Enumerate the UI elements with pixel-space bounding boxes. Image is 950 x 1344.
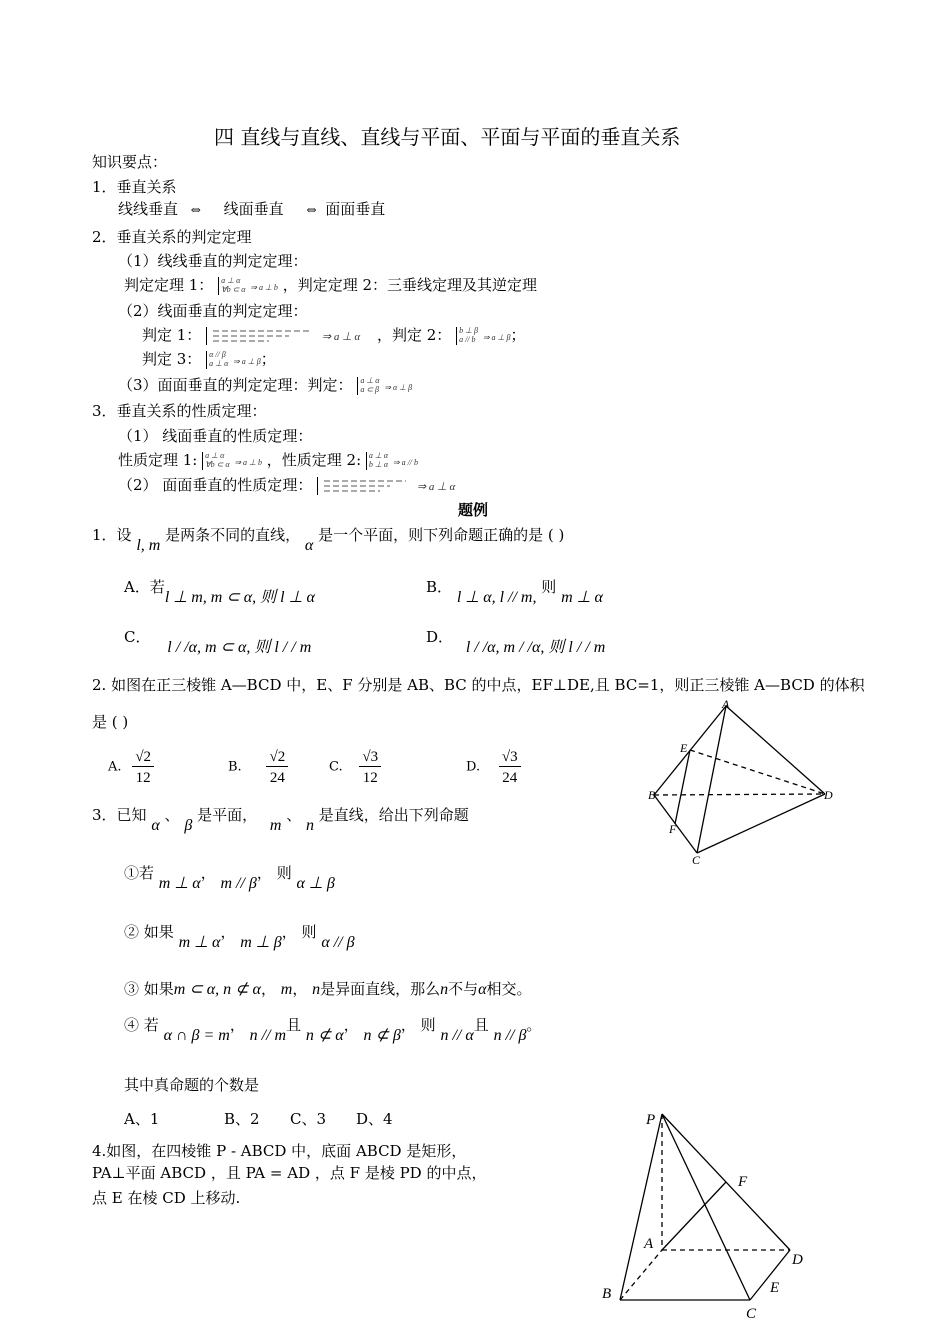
punctuation: ， <box>220 923 236 941</box>
math-expression: n // α <box>440 1027 474 1044</box>
numerator: √2 <box>266 748 288 767</box>
subsection-1: 1．垂直关系 <box>92 178 177 196</box>
edge-ac <box>697 706 726 853</box>
point-label-f: F <box>669 822 677 836</box>
equiv-arrow: ⇔ <box>306 203 317 217</box>
proposition-label: ② 如果 <box>124 923 174 941</box>
condition: a ⊥ α <box>360 376 380 386</box>
point-label-b: B <box>602 1286 612 1302</box>
q3-options <box>124 1110 393 1128</box>
math-expression: α <box>478 981 487 998</box>
punctuation: ， <box>200 864 216 882</box>
examples-heading: 题例 <box>458 501 489 519</box>
condition: ∀b ⊂ α <box>221 285 246 294</box>
point-label-c: C <box>692 853 701 867</box>
blurred-formula-image <box>320 477 410 495</box>
option-label: B． <box>426 578 453 596</box>
punctuation: ； <box>510 326 526 344</box>
denominator: 24 <box>269 770 285 786</box>
edge-bd-hidden <box>654 794 825 795</box>
subsection-2-2: （2）线面垂直的判定定理： <box>118 302 308 320</box>
proposition-label: ④ 若 <box>124 1016 159 1034</box>
math-expression: m ⊥ α <box>158 875 201 892</box>
math-expression: m ⊥ β <box>240 934 282 951</box>
q1-option-a <box>124 578 315 606</box>
condition-result: ⇒ a ⊥ α <box>416 481 456 493</box>
condition-result: ⇒ a ⊥ β <box>482 333 511 342</box>
point-label-e: E <box>680 741 688 755</box>
theorem-line-plane-1 <box>142 326 525 345</box>
theorem-label: 性质定理 1: <box>118 451 198 469</box>
proposition-text: 则 <box>301 923 317 941</box>
subsection-3-1: （1） 线面垂直的性质定理： <box>118 427 313 445</box>
point-label-p: P <box>646 1112 656 1128</box>
condition-brace <box>206 351 228 369</box>
page-title: 四 直线与直线、直线与平面、平面与平面的垂直关系 <box>214 125 681 149</box>
condition-brace <box>218 277 245 295</box>
math-expression: n <box>306 817 314 834</box>
point-label-d: D <box>792 1252 803 1268</box>
math-expression: m ⊥ α <box>561 589 603 606</box>
option-text: 则 <box>541 578 557 596</box>
condition-result: ⇒ a ⊥ β <box>233 357 261 366</box>
point-label-f: F <box>738 1174 748 1190</box>
property-plane-plane <box>118 476 455 495</box>
segment-ef <box>675 750 690 824</box>
condition-result: ⇒ a // b <box>392 458 419 467</box>
q1-option-b <box>426 578 603 606</box>
math-expression: l / /α, m / /α, 则 l / / m <box>465 639 606 656</box>
theorem-plane-plane <box>118 376 412 395</box>
option-b: B、2 <box>224 1110 260 1128</box>
condition-result: ⇒ a ⊥ b <box>234 458 262 467</box>
fraction <box>359 748 381 787</box>
math-expression: n // β <box>493 1027 527 1044</box>
q3-proposition-2 <box>124 923 355 951</box>
option-a: A、1 <box>124 1110 160 1128</box>
condition-brace <box>202 452 229 470</box>
math-expression: l, m <box>136 537 161 554</box>
q3-proposition-1 <box>124 864 335 892</box>
condition: a ⊥ α <box>205 451 225 461</box>
q3-proposition-3 <box>124 980 532 999</box>
edge-cd <box>697 794 825 853</box>
proposition-text: 相交。 <box>486 980 532 998</box>
math-expression: β <box>184 817 193 834</box>
punctuation: ， <box>256 864 272 882</box>
proposition-label: ③ 如果 <box>124 980 174 998</box>
segment-af <box>662 1182 726 1250</box>
question-2-stem-cont: 是 ( ) <box>92 713 129 731</box>
math-expression: m // β <box>220 875 257 892</box>
condition-brace <box>366 452 388 470</box>
math-expression: n <box>440 981 449 998</box>
theorem-text: ，判定定理 2：三垂线定理及其逆定理 <box>282 276 538 294</box>
q1-option-c <box>124 628 312 656</box>
q3-count-prompt: 其中真命题的个数是 <box>124 1076 260 1094</box>
condition: b ⊥ α <box>368 460 389 469</box>
denominator: 12 <box>362 770 378 786</box>
option-label: A. <box>108 759 122 775</box>
math-expression: α <box>151 817 160 834</box>
option-label: D. <box>466 759 481 775</box>
math-expression: n ⊄ α <box>305 1027 344 1044</box>
math-expression: m ⊂ α, n ⊄ α <box>173 981 261 998</box>
q2-option-c <box>329 748 381 787</box>
punctuation: 、 <box>164 806 180 824</box>
q2-option-b <box>228 748 288 787</box>
numerator: √3 <box>499 748 521 767</box>
property-line-plane <box>118 451 418 470</box>
option-label: D． <box>426 628 454 646</box>
question-4-line-2: PA⊥平面 ABCD ，且 PA = AD ，点 F 是棱 PD 的中点， <box>92 1164 487 1182</box>
denominator: 24 <box>502 770 518 786</box>
point-label-c: C <box>746 1306 757 1322</box>
blurred-condition <box>317 477 412 495</box>
point-label-a: A <box>722 697 730 711</box>
condition: b ⊥ β <box>459 326 479 336</box>
question-text: 是两条不同的直线， <box>165 526 301 544</box>
proposition-text: 且 <box>473 1016 489 1034</box>
punctuation: ； <box>260 350 276 368</box>
numerator: √3 <box>359 748 381 767</box>
math-expression: m <box>280 981 293 998</box>
question-text: 是一个平面，则下列命题正确的是 ( ) <box>318 526 565 544</box>
math-expression: l ⊥ m, m ⊂ α, 则 l ⊥ α <box>164 589 315 606</box>
proposition-text: 是异面直线，那么 <box>320 980 441 998</box>
subsection-3: 3．垂直关系的性质定理： <box>92 402 267 420</box>
condition-brace <box>357 377 379 395</box>
punctuation: ， <box>400 1016 416 1034</box>
numerator: √2 <box>132 748 154 767</box>
theorem-label: ，性质定理 2: <box>266 451 362 469</box>
point-label-a: A <box>644 1236 654 1252</box>
denominator: 12 <box>135 770 151 786</box>
fraction <box>132 748 154 787</box>
pyramid-figure <box>596 1104 816 1324</box>
condition: a ⊥ α <box>221 276 241 286</box>
point-label-b: B <box>648 788 656 802</box>
condition-result: ⇒ a ⊥ α <box>321 331 361 343</box>
theorem-label: （3）面面垂直的判定定理：判定： <box>118 376 353 394</box>
question-4-line-1: 4.如图，在四棱锥 P - ABCD 中，底面 ABCD 是矩形， <box>92 1142 467 1160</box>
condition: a ⊥ α <box>368 451 389 461</box>
theorem-label: （2） 面面垂直的性质定理： <box>118 476 313 494</box>
proposition-text: 不与 <box>448 980 479 998</box>
option-label: C． <box>124 628 151 646</box>
math-expression: α <box>304 537 314 554</box>
term-plane-plane: 面面垂直 <box>325 200 386 218</box>
proposition-label: ①若 <box>124 864 155 882</box>
section-heading: 知识要点： <box>92 153 168 171</box>
edge-pb <box>620 1114 662 1300</box>
q2-option-d <box>466 748 521 787</box>
subsection-2-1: （1）线线垂直的判定定理： <box>118 252 308 270</box>
option-label: B. <box>228 759 242 775</box>
option-label: C. <box>329 759 343 775</box>
question-3-stem <box>92 806 469 834</box>
theorem-label: ，判定 2： <box>376 326 452 344</box>
blurred-formula-image <box>209 327 315 345</box>
equiv-arrow: ⇔ <box>190 203 201 217</box>
question-text: 是平面， <box>197 806 258 824</box>
condition-brace <box>456 327 478 345</box>
question-4-line-3: 点 E 在棱 CD 上移动. <box>92 1189 241 1207</box>
term-line-plane: 线面垂直 <box>223 200 284 218</box>
question-number: 1．设 <box>92 526 132 544</box>
q3-proposition-4 <box>124 1016 542 1044</box>
math-expression: n <box>312 981 321 998</box>
theorem-label: 判定 3： <box>142 350 202 368</box>
question-1-stem <box>92 526 565 554</box>
punctuation: ， <box>281 923 297 941</box>
option-label: A．若 <box>124 578 165 596</box>
punctuation: ， <box>343 1016 359 1034</box>
tetrahedron-figure <box>640 696 840 872</box>
condition: α // β <box>209 350 226 360</box>
blurred-condition <box>206 327 317 345</box>
edge-ad <box>726 706 825 794</box>
option-c: C、3 <box>290 1110 327 1128</box>
math-expression: α ⊥ β <box>296 875 335 892</box>
math-expression: m <box>269 817 282 834</box>
subsection-2: 2．垂直关系的判定定理 <box>92 228 252 246</box>
condition: a // b <box>459 335 476 344</box>
math-expression: n // m <box>249 1027 287 1044</box>
punctuation: 。 <box>526 1016 542 1034</box>
question-text: 是直线，给出下列命题 <box>318 806 469 824</box>
theorem-label: 判定 1： <box>142 326 202 344</box>
theorem-line-plane-3 <box>142 350 276 369</box>
term-line-line: 线线垂直 <box>118 200 179 218</box>
proposition-text: 则 <box>420 1016 436 1034</box>
condition-result: ⇒ a ⊥ b <box>250 283 278 292</box>
punctuation: ， <box>292 980 308 998</box>
point-label-e: E <box>770 1280 780 1296</box>
condition: ∀b ⊂ α <box>205 460 230 469</box>
condition-result: ⇒ α ⊥ β <box>384 383 413 392</box>
punctuation: 、 <box>286 806 302 824</box>
math-expression: l / /α, m ⊂ α, 则 l / / m <box>167 639 312 656</box>
option-d: D、4 <box>356 1110 393 1128</box>
q1-option-d <box>426 628 606 656</box>
edge-pc <box>662 1114 750 1300</box>
point-label-d: D <box>824 788 833 802</box>
punctuation: ， <box>260 980 276 998</box>
q2-option-a <box>108 748 154 787</box>
condition: a ⊂ β <box>360 385 380 394</box>
proposition-text: 且 <box>286 1016 302 1034</box>
question-number: 3．已知 <box>92 806 147 824</box>
condition: a ⊥ α <box>209 359 229 368</box>
theorem-label: 判定定理 1： <box>124 276 214 294</box>
fraction <box>499 748 521 787</box>
proposition-text: 则 <box>276 864 292 882</box>
math-expression: α // β <box>321 934 355 951</box>
math-expression: m ⊥ α <box>178 934 221 951</box>
perpendicular-relations <box>118 200 385 218</box>
punctuation: ， <box>229 1016 245 1034</box>
question-2-stem: 2. 如图在正三棱锥 A—BCD 中，E、F 分别是 AB、BC 的中点，EF⊥DE,且 BC=1，则正三棱锥 A—BCD 的体积 <box>92 676 865 694</box>
math-expression: α ∩ β = m <box>163 1027 230 1044</box>
math-expression: n ⊄ β <box>363 1027 401 1044</box>
theorem-line-line <box>124 276 537 295</box>
fraction <box>266 748 288 787</box>
math-expression: l ⊥ α, l // m, <box>456 589 537 606</box>
